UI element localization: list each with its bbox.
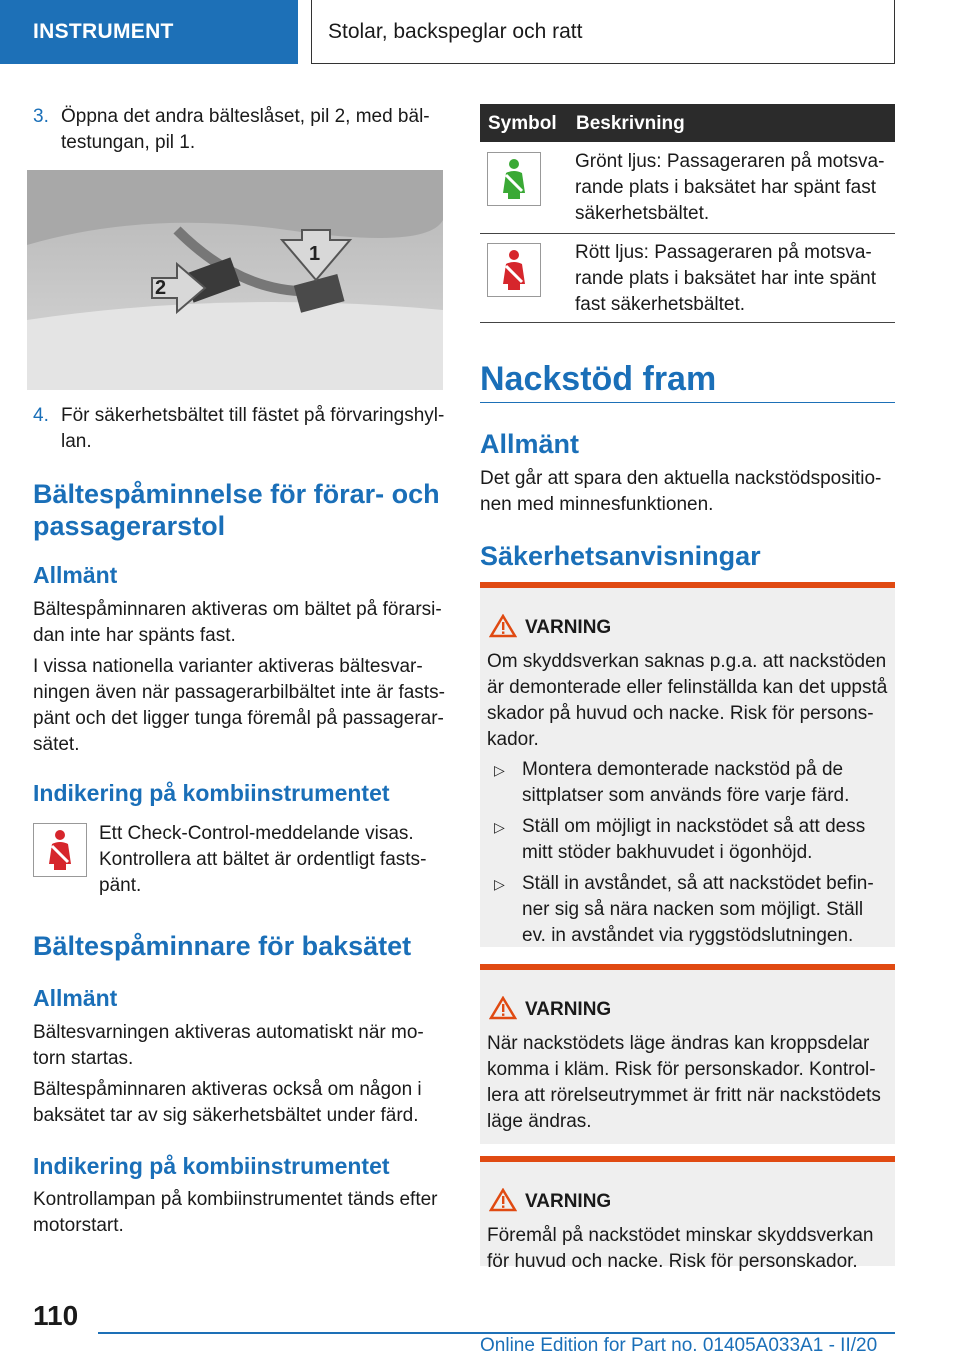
step-3 [33,104,445,156]
heading-indication-1: Indikering på kombiinstrumentet [33,780,390,806]
page-number: 110 [33,1300,79,1331]
warning-text: Föremål på nackstödet minskar skyddsverkan för huvud och nacke. Risk för personskador. [487,1225,874,1272]
heading-general-2: Allmänt [33,985,118,1011]
heading-general-1: Allmänt [33,562,118,588]
heading-rear-belt: Bältespåminnare för baksätet [33,931,412,961]
paragraph: Kontrollampan på kombiinstrumentet tänds efter motorstart. [33,1189,438,1236]
row-divider [480,322,895,323]
bullet-text: Ställ in avståndet, så att nackstödet befinner sig så nära nacken som möjligt. Ställ ev. in avståndet via ryggstödslutningen. [522,873,874,946]
warning-text: När nackstödets läge ändras kan kroppsdelar komma i kläm. Risk för personskador. Kontrollera att rörelseutrymmet är fritt när nackstödets läge ändras. [487,1033,881,1132]
photo-label-2: 2 [155,277,167,299]
list-item [494,871,884,949]
warning-box-2 [480,964,895,1144]
row-divider [480,233,895,234]
list-item [494,814,884,866]
photo-label-1: 1 [309,243,321,265]
seatbelt-warning-icon [33,823,87,877]
step-number: 4. [33,405,49,426]
heading-indication-2: Indikering på kombiinstrumentet [33,1153,390,1179]
list-item [494,757,884,809]
paragraph: Bältespåminnaren aktiveras också om någon i baksätet tar av sig säkerhetsbältet under färd. [33,1079,422,1126]
warning-title: VARNING [525,617,612,638]
bullet-arrow-icon: ▷ [494,876,505,892]
warning-title: VARNING [525,999,612,1020]
heading-headrest: Nackstöd fram [480,360,717,398]
step-4 [33,403,445,455]
paragraph: Bältespåminnaren aktiveras om bältet på förarsidan inte har spänts fast. [33,599,442,646]
section-tab: INSTRUMENT [0,0,298,64]
bullet-text: Ställ om möjligt in nackstödet så att dess mitt stöder bakhuvudet i ögonhöjd. [522,816,866,863]
step-text: För säkerhetsbältet till fästet på förvaringshyllan. [61,405,445,452]
table-row-desc: Rött ljus: Passageraren på motsvarande plats i baksätet har inte spänt fast säkerhetsbältet. [575,242,877,315]
seatbelt-green-icon [487,152,541,206]
heading-rule [480,402,895,403]
warning-triangle-icon [489,1188,517,1212]
table-header [480,104,895,142]
seatbelt-photo [27,170,443,390]
col-symbol: Symbol [488,113,557,134]
paragraph: Det går att spara den aktuella nackstödspositionen med minnesfunktionen. [480,468,882,515]
heading-safety: Säkerhetsanvisningar [480,541,761,571]
step-text: Öppna det andra bälteslåset, pil 2, med bältestungan, pil 1. [61,106,430,153]
warning-box-1 [480,582,895,947]
warning-title: VARNING [525,1191,612,1212]
warning-triangle-icon [489,614,517,638]
chapter-title: Stolar, backspeglar och ratt [311,0,895,64]
paragraph: I vissa nationella varianter aktiveras bältesvarningen även när passagerarbilbältet inte är fastspänt och det ligger tunga föremål på passagerarsätet. [33,656,445,755]
warning-triangle-icon [489,996,517,1020]
heading-driver-belt: Bältespåminnelse för förar- och passagerarstol [33,479,440,541]
footer-rule [98,1332,895,1334]
step-number: 3. [33,106,49,127]
footer-edition: Online Edition for Part no. 01405A033A1 - II/20 [480,1335,878,1356]
paragraph: Bältesvarningen aktiveras automatiskt när motorn startas. [33,1022,424,1069]
bullet-text: Montera demonterade nackstöd på de sittplatser som används före varje färd. [522,759,850,806]
heading-general-right: Allmänt [480,429,580,459]
bullet-arrow-icon: ▷ [494,762,505,778]
bullet-arrow-icon: ▷ [494,819,505,835]
seatbelt-red-icon [487,243,541,297]
warning-text: Om skyddsverkan saknas p.g.a. att nackstöden är demonterade eller felinställda kan det uppstå skador på huvud och nacke. Risk för personskador. [487,651,888,750]
warning-box-3 [480,1156,895,1272]
indication-text: Ett Check-Control-meddelande visas. Kontrollera att bältet är ordentligt fastspänt. [99,823,427,896]
col-description: Beskrivning [576,113,685,134]
table-row-desc: Grönt ljus: Passageraren på motsvarande plats i baksätet har spänt fast säkerhetsbältet. [575,151,885,224]
